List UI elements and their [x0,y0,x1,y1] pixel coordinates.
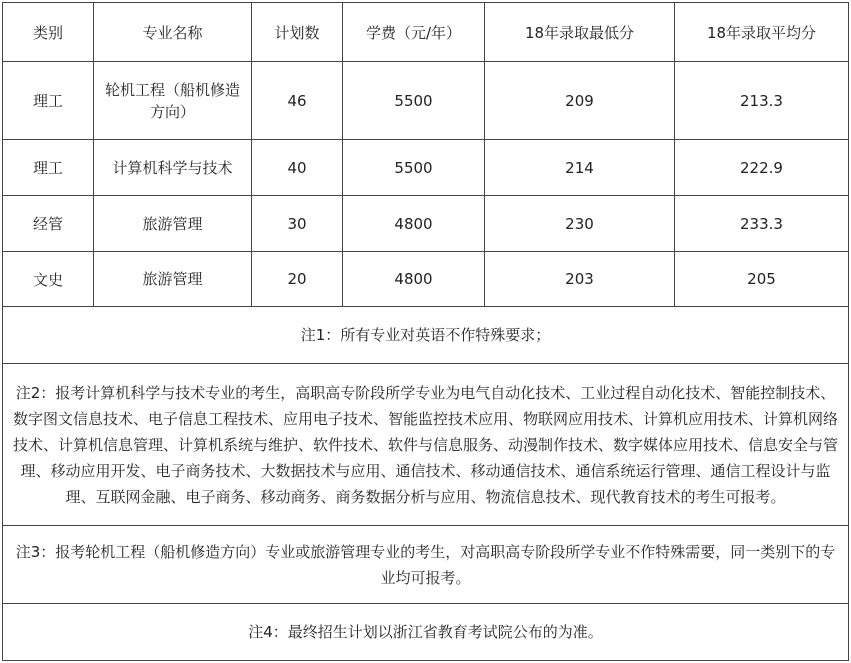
cell-plan: 46 [252,62,343,140]
header-min-score: 18年录取最低分 [485,3,675,62]
table-row [3,196,849,252]
cell-plan: 40 [252,140,343,196]
cell-plan: 30 [252,196,343,252]
cell-tuition: 5500 [343,140,485,196]
cell-min-score: 230 [485,196,675,252]
header-major: 专业名称 [94,3,252,62]
header-tuition: 学费（元/年） [343,3,485,62]
cell-tuition: 4800 [343,252,485,307]
cell-avg-score: 233.3 [675,196,849,252]
note-1: 注1：所有专业对英语不作特殊要求； [3,307,849,364]
cell-category: 经管 [3,196,94,252]
cell-min-score: 209 [485,62,675,140]
admissions-table [2,2,849,661]
header-category: 类别 [3,3,94,62]
note-4: 注4：最终招生计划以浙江省教育考试院公布的为准。 [3,604,849,661]
header-avg-score: 18年录取平均分 [675,3,849,62]
cell-category: 文史 [3,252,94,307]
cell-plan: 20 [252,252,343,307]
note-row [3,307,849,364]
cell-min-score: 214 [485,140,675,196]
cell-category: 理工 [3,62,94,140]
note-2: 注2：报考计算机科学与技术专业的考生，高职高专阶段所学专业为电气自动化技术、工业过程自动化技术、智能控制技术、数字图文信息技术、电子信息工程技术、应用电子技术、智能监控技术应用、物联网应用技术、计算机应用技术、计算机网络技术、计算机信息管理、计算机系统与维护、软件技术、软件与信息服务、动漫制作技术、数字媒体应用技术、信息安全与管理、移动应用开发、电子商务技术、大数据技术与应用、通信技术、移动通信技术、通信系统运行管理、通信工程设计与监理、互联网金融、电子商务、移动商务、商务数据分析与应用、物流信息技术、现代教育技术的考生可报考。 [3,364,849,526]
cell-major: 旅游管理 [94,252,252,307]
table-row [3,252,849,307]
table-header-row [3,3,849,62]
note-3: 注3：报考轮机工程（船机修造方向）专业或旅游管理专业的考生，对高职高专阶段所学专业不作特殊需要，同一类别下的专业均可报考。 [3,526,849,604]
cell-avg-score: 213.3 [675,62,849,140]
cell-tuition: 5500 [343,62,485,140]
cell-min-score: 203 [485,252,675,307]
note-row [3,526,849,604]
cell-tuition: 4800 [343,196,485,252]
cell-major: 计算机科学与技术 [94,140,252,196]
note-row [3,604,849,661]
cell-avg-score: 222.9 [675,140,849,196]
cell-major: 旅游管理 [94,196,252,252]
header-plan: 计划数 [252,3,343,62]
cell-avg-score: 205 [675,252,849,307]
note-row [3,364,849,526]
cell-major: 轮机工程（船机修造方向） [94,62,252,140]
table-row [3,62,849,140]
table-row [3,140,849,196]
cell-category: 理工 [3,140,94,196]
